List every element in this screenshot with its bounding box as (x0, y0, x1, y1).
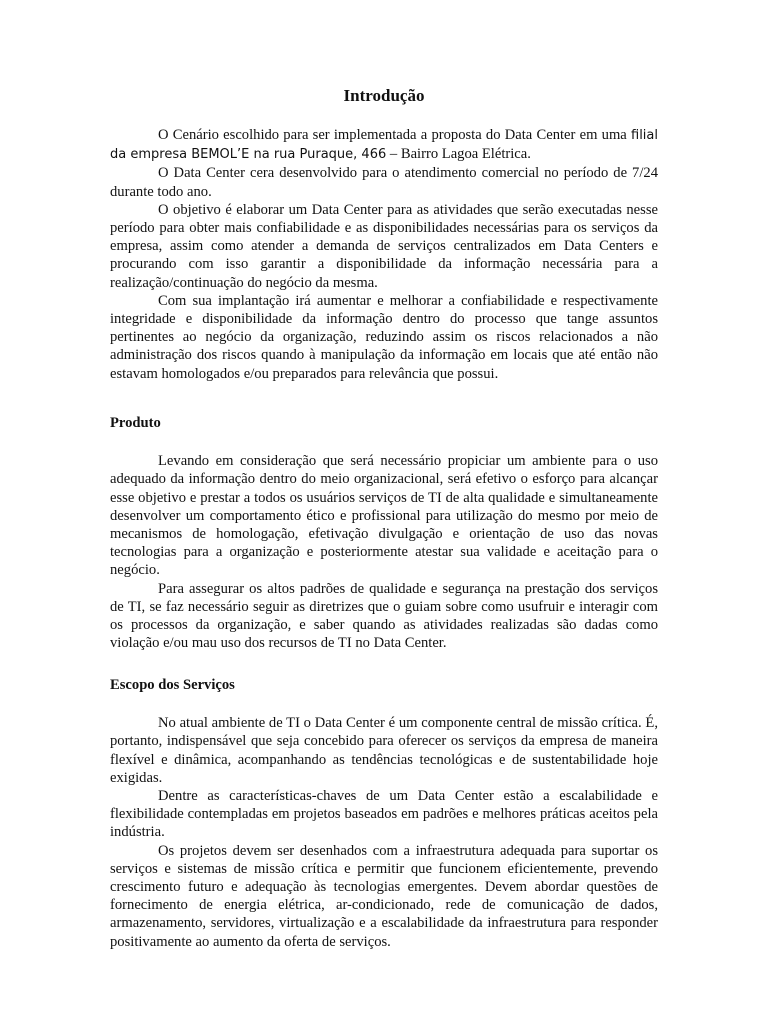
produto-section (110, 414, 658, 652)
produto-paragraph-2: Para assegurar os altos padrões de qualidade e segurança na prestação dos serviços de TI, se faz necessário seguir as diretrizes que o guiam sobre como usufruir e interagir com os processos da organização, e saber quando as atividades realizadas são dadas como violação e/ou mau uso dos recursos de TI no Data Center. (110, 580, 658, 652)
section-heading-escopo: Escopo dos Serviços (110, 677, 235, 693)
escopo-section (110, 676, 658, 951)
escopo-paragraph-2: Dentre as características-chaves de um Data Center estão a escalabilidade e flexibilidade contempladas em projetos baseados em padrões e melhores práticas aceitos pela indústria. (110, 788, 658, 841)
intro-section (110, 126, 658, 383)
intro-paragraph-2: O Data Center cera desenvolvido para o atendimento comercial no período de 7/24 durante todo ano. (110, 165, 658, 200)
page-title: Introdução (343, 86, 425, 105)
intro-paragraph-1 (110, 126, 658, 164)
intro-paragraph-3: O objetivo é elaborar um Data Center para as atividades que serão executadas nesse período para obter mais confiabilidade e as disponibilidades necessárias para os serviços da empresa, assim como atender a demanda de serviços centralizados em Data Centers e procurando com isso garantir a disponibilidade da informação necessária para a realização/continuação do negócio da mesma. (110, 201, 658, 291)
intro-paragraph-4: Com sua implantação irá aumentar e melhorar a confiabilidade e respectivamente integridade e disponibilidade da informação dentro do processo que tange assuntos pertinentes ao negócio da organização, reduzindo assim os riscos relacionados a não administração dos riscos quando à manipulação da informação em locais que até então não estavam homologados e/ou preparados para relevância que possui. (110, 292, 658, 382)
escopo-paragraph-1: No atual ambiente de TI o Data Center é um componente central de missão crítica. É, portanto, indispensável que seja concebido para oferecer os serviços da empresa de maneira flexível e dinâmica, acompanhando as tendências tecnológicas e de sustentabilidade hoje exigidas. (110, 715, 658, 786)
escopo-paragraph-3: Os projetos devem ser desenhados com a infraestrutura adequada para suportar os serviços e sistemas de missão crítica e permitir que funcionem eficientemente, prevendo crescimento futuro e adequação às tecnologias emergentes. Devem abordar questões de fornecimento de energia elétrica, ar-condicionado, rede de comunicação de dados, armazenamento, servidores, virtualização e a escalabilidade da infraestrutura para responder positivamente ao aumento da oferta de serviços. (110, 842, 658, 950)
intro-p1-text-c: – Bairro Lagoa Elétrica. (386, 146, 531, 163)
intro-p1-text-b: filial da empresa BEMOL’E na rua Puraque, 466 (110, 128, 658, 163)
produto-paragraph-1: Levando em consideração que será necessário propiciar um ambiente para o uso adequado da informação dentro do meio organizacional, será efetivo o esforço para alcançar esse objetivo e prestar a todos os usuários serviços de TI de alta qualidade e simultaneamente desenvolver um comportamento ético e profissional para utilização do mesmo por meio de mecanismos de homologação, efetivação divulgação e orientação de uso das novas tecnologias para a organização e posteriormente atestar sua validade e aceitação para o negócio. (110, 453, 658, 579)
intro-p1-text-a: O Cenário escolhido para ser implementada a proposta do Data Center em uma (158, 127, 627, 143)
section-heading-produto: Produto (110, 415, 161, 431)
